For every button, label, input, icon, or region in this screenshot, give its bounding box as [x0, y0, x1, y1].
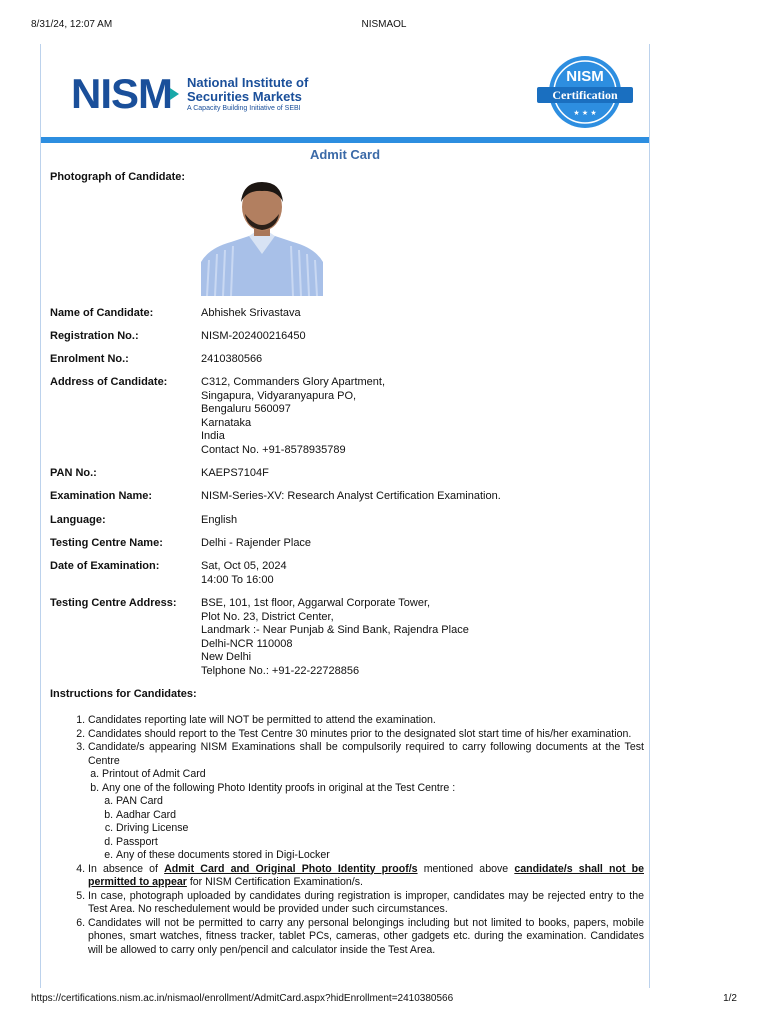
exam-date: Sat, Oct 05, 2024 [201, 560, 287, 572]
badge-stars: ★ ★ ★ [573, 109, 597, 117]
id-proof-item: d. Passport [116, 836, 644, 850]
badge-top-text: NISM [566, 68, 604, 85]
admit-card-sheet [40, 44, 650, 988]
centre-address-line: Landmark :- Near Punjab & Sind Bank, Rajendra Place [201, 624, 469, 636]
id-proof-item: a. PAN Card [116, 795, 644, 809]
address-label: Address of Candidate: [50, 376, 168, 388]
header-logos [41, 44, 649, 140]
nism-logo [71, 70, 309, 117]
exam-date-label: Date of Examination: [50, 560, 160, 572]
centre-address-line: BSE, 101, 1st floor, Aggarwal Corporate Tower, [201, 597, 431, 609]
nism-wordmark: NISM [71, 70, 172, 117]
page-number: 1/2 [723, 993, 737, 1004]
instruction-item: 2. Candidates should report to the Test Centre 30 minutes prior to the designated slot start time of his/her examination. [88, 728, 644, 742]
instruction-text: mentioned above [417, 862, 515, 875]
address-line: India [201, 430, 225, 442]
logo-tagline: A Capacity Building Initiative of SEBI [187, 104, 301, 112]
print-datetime: 8/31/24, 12:07 AM [31, 19, 113, 30]
language: English [201, 514, 238, 526]
exam-name: NISM-Series-XV: Research Analyst Certification Examination. [201, 490, 501, 502]
id-proof-item: b. Aadhar Card [116, 809, 644, 823]
exam-time: 14:00 To 16:00 [201, 573, 274, 586]
id-proof-item: e. Any of these documents stored in Digi-Locker [116, 849, 644, 863]
centre-address-line: New Delhi [201, 651, 252, 663]
instructions-title: Instructions for Candidates: [50, 688, 197, 700]
pan-number: KAEPS7104F [201, 467, 269, 479]
exam-date-time [201, 560, 287, 587]
print-title: NISMAOL [361, 19, 407, 30]
enrolment-label: Enrolment No.: [50, 353, 129, 365]
instructions [50, 714, 644, 957]
address-line: Singapura, Vidyaranyapura PO, [201, 389, 357, 402]
address-contact: Contact No. +91-8578935789 [201, 443, 346, 456]
name-label: Name of Candidate: [50, 307, 154, 319]
header-divider [41, 137, 649, 143]
pan-label: PAN No.: [50, 467, 97, 479]
page-title: Admit Card [309, 147, 381, 162]
instruction-item: 6. Candidates will not be permitted to carry any personal belongings including but not limited to books, papers, mobile phones, smart watches, fitness tracker, tablet PCs, cameras, other gadgets etc. during the examination. Candidates will be allowed to carry only pen/pencil and calculator inside the Test Area. [88, 917, 644, 958]
registration-label: Registration No.: [50, 330, 139, 342]
candidate-name: Abhishek Srivastava [201, 307, 301, 319]
badge-bottom-text: Certification [552, 88, 618, 102]
logo-name-line1: National Institute of [187, 74, 309, 90]
candidate-address [201, 376, 385, 457]
print-footer [31, 993, 737, 1007]
instruction-text: In absence of [88, 862, 165, 875]
registration-number: NISM-202400216450 [201, 330, 306, 342]
centre-name: Delhi - Rajender Place [201, 537, 312, 549]
logo-name-line2: Securities Markets [187, 88, 302, 104]
centre-address-line: Delhi-NCR 110008 [201, 637, 293, 650]
instruction-emphasis: candidate/s shall not be permitted to appear [88, 862, 644, 888]
instruction-item [88, 741, 644, 863]
instruction-item: 5. In case, photograph uploaded by candidates during registration is improper, candidates may be rejected entry to the Test Area. No reschedulement would be provided under such circumstances. [88, 890, 644, 917]
photo-label: Photograph of Candidate: [50, 171, 186, 183]
centre-address-label: Testing Centre Address: [50, 597, 177, 609]
certification-badge-icon [535, 54, 635, 130]
instruction-item: 1. Candidates reporting late will NOT be permitted to attend the examination. [88, 714, 644, 728]
page-url: https://certifications.nism.ac.in/nismaol/enrollment/AdmitCard.aspx?hidEnrollment=2410380566 [31, 993, 454, 1004]
instruction-text: for NISM Certification Examination/s. [186, 876, 363, 888]
document-text: Any one of the following Photo Identity proofs in original at the Test Centre : [102, 781, 456, 794]
instruction-text: Candidate/s appearing NISM Examinations shall be compulsorily required to carry following documents at the Test Centre [88, 741, 644, 767]
print-header [31, 19, 737, 33]
centre-address [201, 597, 469, 678]
centre-phone: Telphone No.: +91-22-22728856 [201, 664, 360, 677]
address-line: Karnataka [201, 416, 252, 429]
instruction-emphasis: Admit Card and Original Photo Identity proof/s [164, 862, 418, 875]
centre-name-label: Testing Centre Name: [50, 537, 163, 549]
document-item [102, 782, 644, 863]
address-line: Bengaluru 560097 [201, 403, 291, 415]
instruction-item [88, 863, 644, 890]
centre-address-line: Plot No. 23, District Center, [201, 610, 334, 623]
exam-name-label: Examination Name: [50, 490, 153, 502]
language-label: Language: [50, 514, 106, 526]
enrolment-number: 2410380566 [201, 353, 263, 365]
id-proof-item: c. Driving License [116, 822, 644, 836]
play-triangle-icon [170, 88, 179, 100]
document-item: a. Printout of Admit Card [102, 768, 644, 782]
address-line: C312, Commanders Glory Apartment, [201, 376, 386, 388]
candidate-photo [201, 174, 323, 296]
